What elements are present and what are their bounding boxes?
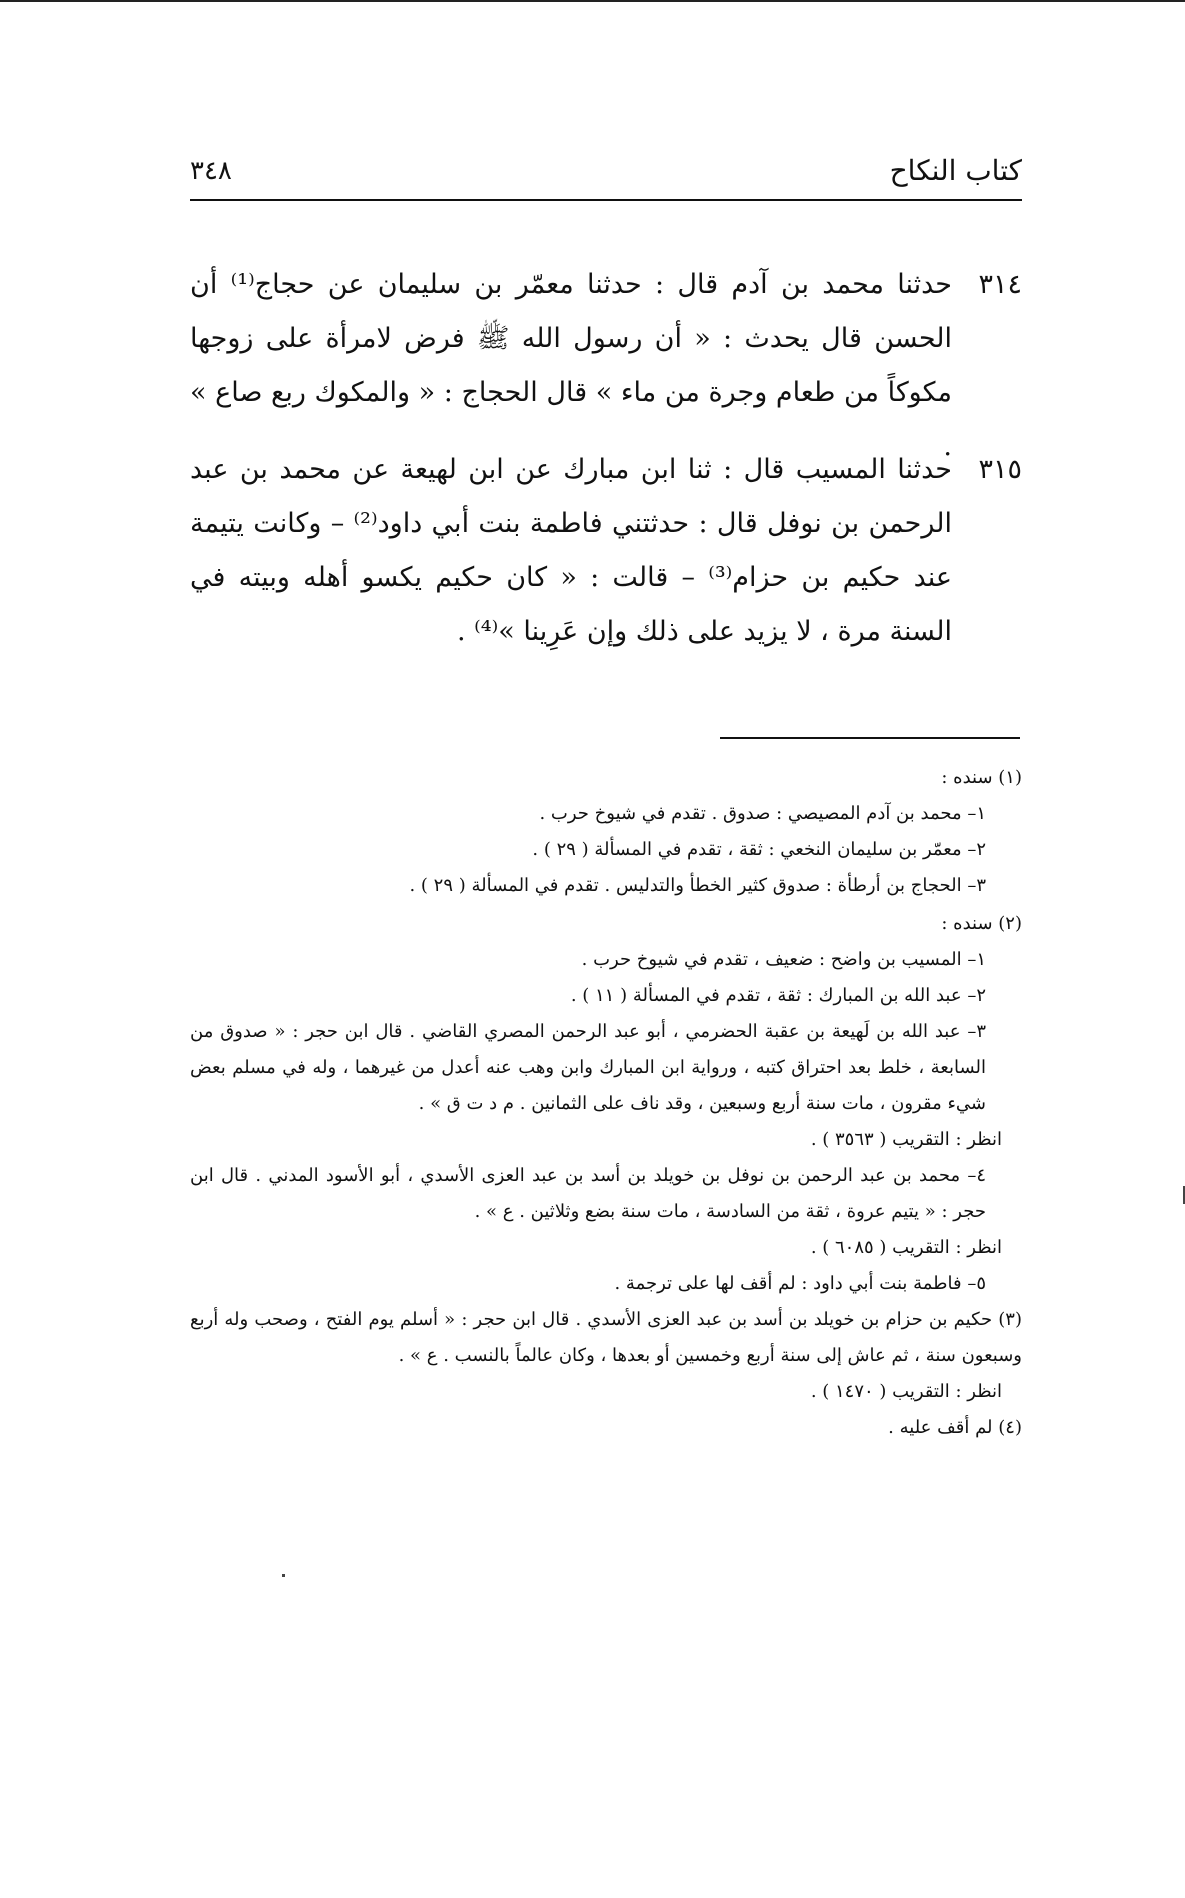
footnote-3: (٣) حكيم بن حزام بن خويلد بن أسد بن عبد العزى الأسدي . قال ابن حجر : « أسلم يوم الفتح ، وصحب وله أربع وسبعون سنة ، ثم عاش إلى سنة أربع وخمسين أو بعدها ، وكان عالماً بالنسب . ع » . (190, 1309, 1022, 1366)
hadith-number: ٣١٥ (978, 454, 1022, 485)
footnote-reference: انظر : التقريب ( ٣٥٦٣ ) . (810, 1129, 1002, 1150)
footnotes (190, 760, 1022, 1446)
footnote-1-item: ١– محمد بن آدم المصيصي : صدوق . تقدم في شيوخ حرب . (539, 803, 986, 824)
footnote-2-item: ٥– فاطمة بنت أبي داود : لم أقف لها على ترجمة . (614, 1273, 986, 1294)
footnote-1-item: ٢– معمّر بن سليمان النخعي : ثقة ، تقدم في المسألة ( ٢٩ ) . (532, 839, 986, 860)
hadith-text: حدثنا المسيب قال : ثنا ابن مبارك عن ابن لهيعة عن محمد بن عبد الرحمن بن نوفل قال : حدثتني فاطمة بنت أبي داود⁽²⁾ – وكانت يتيمة عند حكيم بن حزام⁽³⁾ – قالت : « كان حكيم يكسو أهله وبيته في السنة مرة ، لا يزيد على ذلك وإن عَرِينا »⁽⁴⁾ . (190, 454, 952, 647)
hadith-entry (190, 258, 1022, 474)
footnote-reference: انظر : التقريب ( ٦٠٨٥ ) . (810, 1237, 1002, 1258)
footnote-2-item: ٣– عبد الله بن لَهيعة بن عقبة الحضرمي ، أبو عبد الرحمن المصري القاضي . قال ابن حجر : « صدوق من السابعة ، خلط بعد احتراق كتبه ، ورواية ابن المبارك وابن وهب عنه أعدل من غيرهما ، وله في مسلم بعض شيء مقرون ، مات سنة أربع وسبعين ، وقد ناف على الثمانين . م د ت ق » . (190, 1021, 986, 1114)
footnote-reference: انظر : التقريب ( ١٤٧٠ ) . (810, 1381, 1002, 1402)
footnote-separator (720, 737, 1020, 739)
hadith-number: ٣١٤ (978, 269, 1022, 300)
footnote-2-heading: (٢) سنده : (941, 913, 1022, 934)
footnote-2-item: ١– المسيب بن واضح : ضعيف ، تقدم في شيوخ حرب . (581, 949, 986, 970)
scan-mark (282, 1574, 285, 1577)
hadith-entry (190, 443, 1022, 659)
hadith-text: حدثنا محمد بن آدم قال : حدثنا معمّر بن سليمان عن حجاج⁽¹⁾ أن الحسن قال يحدث : « أن رسول الله ﷺ فرض لامرأة على زوجها مكوكاً من طعام وجرة من ماء » قال الحجاج : « والمكوك ربع صاع » . (190, 269, 953, 462)
footnote-1-item: ٣– الحجاج بن أرطأة : صدوق كثير الخطأ والتدليس . تقدم في المسألة ( ٢٩ ) . (409, 875, 986, 896)
footnote-2-item: ٢– عبد الله بن المبارك : ثقة ، تقدم في المسألة ( ١١ ) . (570, 985, 986, 1006)
book-title: كتاب النكاح (889, 154, 1022, 187)
scan-top-border (0, 0, 1185, 2)
header-rule (190, 199, 1022, 201)
footnote-4: (٤) لم أقف عليه . (888, 1417, 1022, 1438)
footnote-2-item: ٤– محمد بن عبد الرحمن بن نوفل بن خويلد بن أسد بن عبد العزى الأسدي ، أبو الأسود المدني . قال ابن حجر : « يتيم عروة ، ثقة من السادسة ، مات سنة بضع وثلاثين . ع » . (190, 1165, 986, 1222)
page-number: ٣٤٨ (190, 156, 232, 186)
footnote-1-heading: (١) سنده : (941, 767, 1022, 788)
page-header (190, 150, 1022, 196)
